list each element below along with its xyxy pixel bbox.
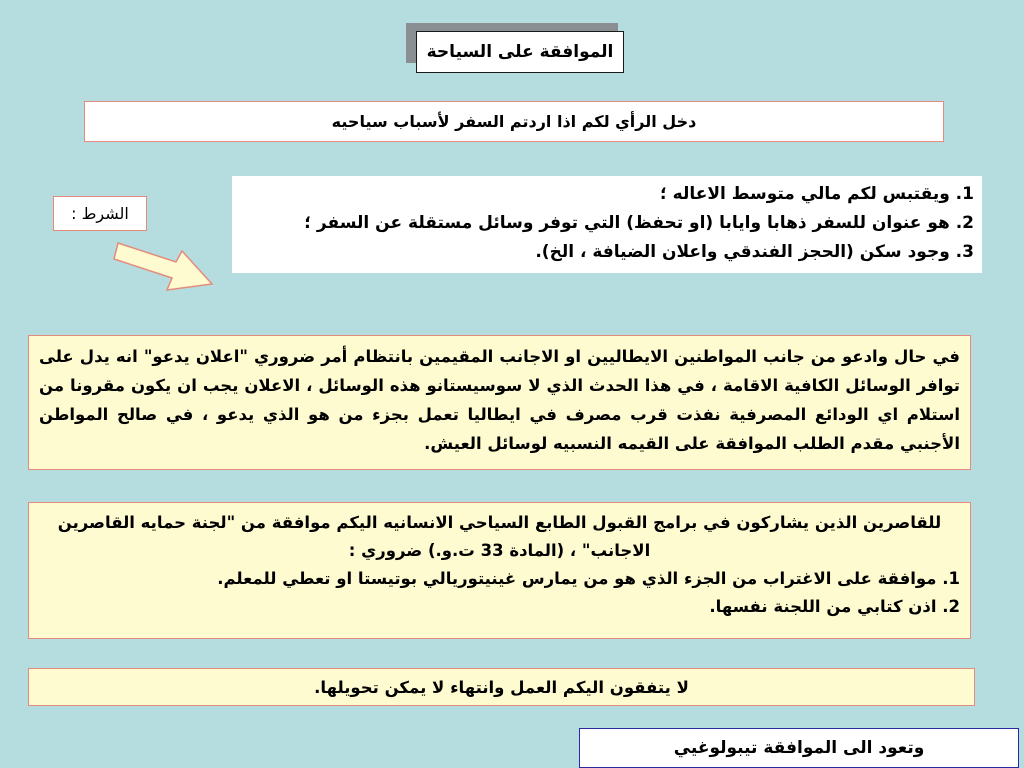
right-arrow-icon: [110, 238, 216, 296]
minors-item-2: 2. اذن كتابي من اللجنة نفسها.: [709, 597, 960, 616]
arrow-shape: [114, 243, 212, 290]
minors-item-1: 1. موافقة على الاغتراب من الجزء الذي هو من يمارس غينيتوريالي بوتيستا او تعطي للمعلم.: [217, 569, 960, 588]
condition-label: الشرط :: [53, 196, 147, 231]
page-title: الموافقة على السياحة: [416, 31, 624, 73]
condition-item-3: 3. وجود سكن (الحجز الفندقي واعلان الضيافة ، الخ).: [535, 242, 974, 262]
conditions-list: [232, 176, 982, 273]
footer-link-box[interactable]: وتعود الى الموافقة تيبولوغيي: [579, 728, 1019, 768]
minors-intro-line-1: للقاصرين الذين يشاركون في برامج القبول الطابع السياحي الانسانيه اليكم موافقة من "لجنة حمايه القاصرين: [57, 513, 942, 532]
condition-item-2: 2. هو عنوان للسفر ذهابا وايابا (او تحفظ) التي توفر وسائل مستقلة عن السفر ؛: [304, 213, 974, 233]
subtitle-banner: دخل الرأي لكم اذا اردتم السفر لأسباب سياحيه: [84, 101, 944, 142]
invitation-notice: في حال وادعو من جانب المواطنين الايطاليين او الاجانب المقيمين بانتظام أمر ضروري "اعلان يدعو" انه يدل على توافر الوسائل الكافية الاقامة ، في هذا الحدث الذي لا سوسيستانو هذه الوسائل ، الاعلان يجب ان يكون مقرونا من استلام اي الودائع المصرفية نفذت قرب مصرف في ايطاليا تعمل بجزء من هو الذي يدعو ، في صالح المواطن الأجنبي مقدم الطلب الموافقة على القيمه النسبيه لوسائل العيش.: [28, 335, 971, 470]
minors-section: [28, 502, 971, 639]
condition-item-1: 1. ويقتبس لكم مالي متوسط الاعاله ؛: [659, 184, 974, 204]
warning-banner: لا يتفقون اليكم العمل وانتهاء لا يمكن تحويلها.: [28, 668, 975, 706]
minors-intro-line-2: الاجانب" ، (المادة 33 ت.و.) ضروري :: [348, 541, 651, 560]
